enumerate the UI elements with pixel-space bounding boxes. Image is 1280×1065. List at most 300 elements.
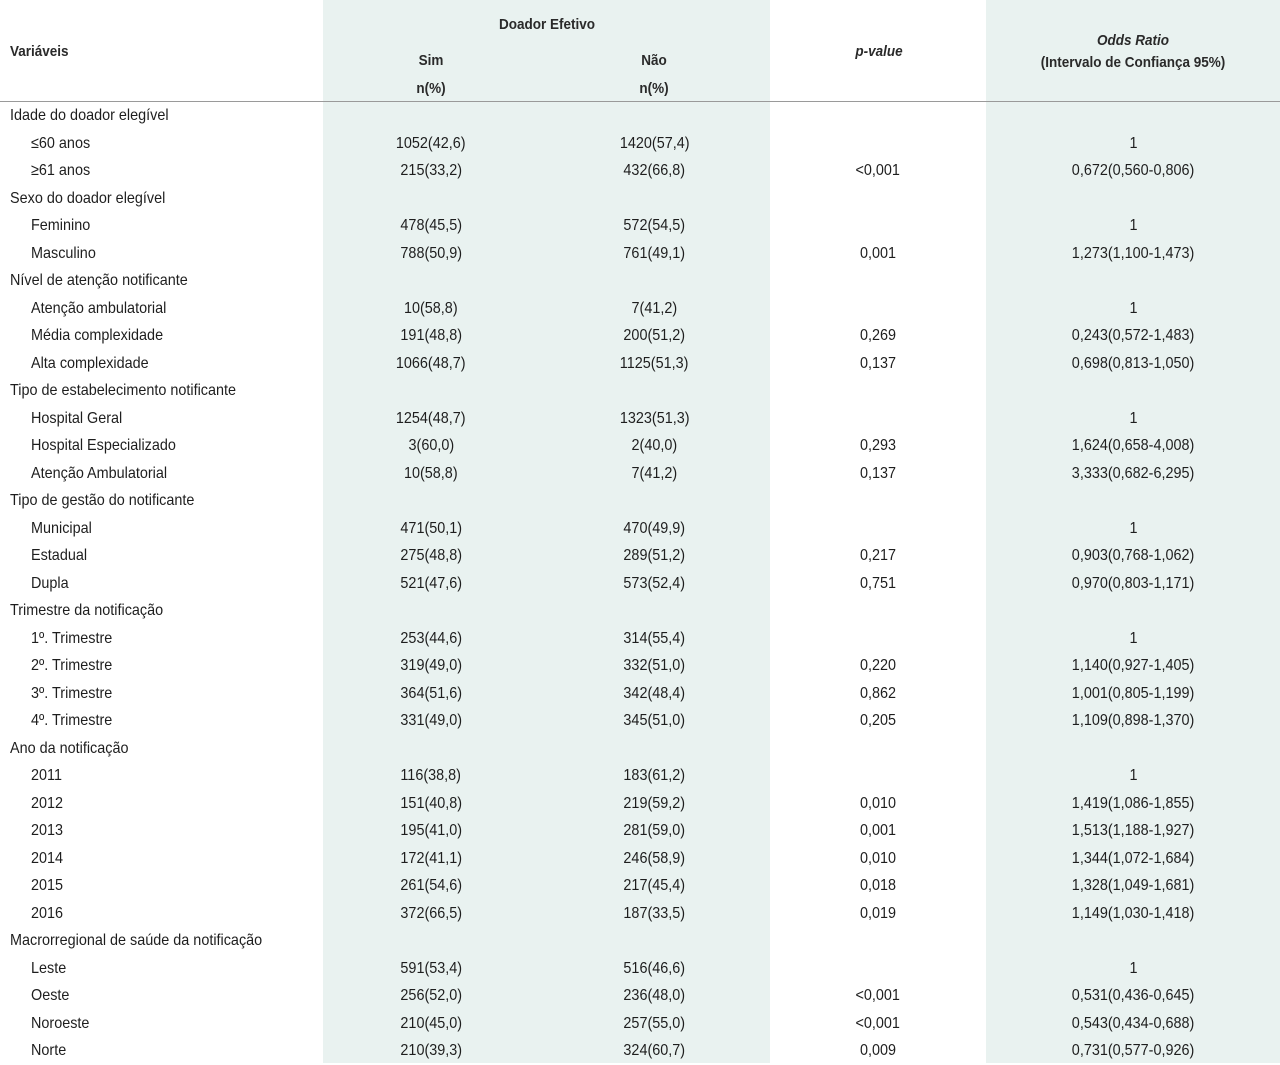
cell-sim-text: 191(48,8) <box>400 327 462 344</box>
cell-nao-text: 332(51,0) <box>623 657 686 674</box>
cell-sim <box>323 900 539 928</box>
cell-sim <box>323 515 539 543</box>
results-table <box>0 102 1280 1065</box>
row-label <box>0 680 323 708</box>
cell-p-value <box>770 680 986 708</box>
cell-nao <box>539 185 770 213</box>
cell-nao-text: 200(51,2) <box>623 327 686 344</box>
cell-odds-ratio <box>986 542 1280 570</box>
cell-sim-text: 591(53,4) <box>400 959 462 977</box>
row-label-text: Alta complexidade <box>31 354 149 372</box>
row-label <box>0 955 323 983</box>
cell-p-value <box>770 295 986 323</box>
table-row <box>0 157 1280 185</box>
cell-sim <box>323 102 539 130</box>
header-doador-efetivo: Doador Efetivo <box>498 16 596 33</box>
cell-sim <box>323 735 539 763</box>
cell-sim-text: 319(49,0) <box>400 657 462 674</box>
cell-p-value <box>770 185 986 213</box>
cell-sim-text: 253(44,6) <box>400 629 462 647</box>
row-label-text: 2014 <box>31 849 64 867</box>
row-label-text: Estadual <box>31 547 88 564</box>
cell-odds-ratio <box>986 515 1280 543</box>
cell-odds-ratio-text: 1,624(0,658-4,008) <box>1071 437 1195 454</box>
cell-p-value <box>770 735 986 763</box>
cell-odds-ratio <box>986 240 1280 268</box>
cell-nao-text: 572(54,5) <box>623 217 686 234</box>
cell-nao-text: 314(55,4) <box>623 629 686 647</box>
row-label-text: 2016 <box>31 904 64 922</box>
row-label-text: Noroeste <box>31 1014 90 1032</box>
cell-odds-ratio <box>986 900 1280 928</box>
row-label <box>0 927 323 955</box>
cell-p-value <box>770 872 986 900</box>
cell-nao-text: 1323(51,3) <box>619 409 690 427</box>
row-label <box>0 460 323 488</box>
cell-sim <box>323 322 539 350</box>
cell-odds-ratio <box>986 955 1280 983</box>
cell-sim <box>323 982 539 1010</box>
table-row <box>0 570 1280 598</box>
cell-nao <box>539 927 770 955</box>
cell-odds-ratio <box>986 845 1280 873</box>
cell-nao-text: 1420(57,4) <box>619 134 690 152</box>
cell-sim-text: 261(54,6) <box>400 877 462 894</box>
cell-sim <box>323 762 539 790</box>
table-group-row <box>0 185 1280 213</box>
cell-nao-text: 246(58,9) <box>623 849 686 867</box>
row-label <box>0 900 323 928</box>
table-row <box>0 790 1280 818</box>
cell-p-value <box>770 487 986 515</box>
cell-odds-ratio <box>986 212 1280 240</box>
cell-nao-text: 219(59,2) <box>623 794 686 812</box>
cell-nao-text: 345(51,0) <box>623 712 686 729</box>
cell-sim <box>323 350 539 378</box>
cell-odds-ratio <box>986 157 1280 185</box>
cell-nao-text: 1125(51,3) <box>620 354 689 372</box>
cell-p-value <box>770 405 986 433</box>
cell-sim-text: 195(41,0) <box>400 822 462 839</box>
cell-sim <box>323 790 539 818</box>
cell-nao <box>539 762 770 790</box>
cell-nao <box>539 735 770 763</box>
cell-nao <box>539 625 770 653</box>
cell-nao-text: 257(55,0) <box>623 1014 686 1032</box>
row-label <box>0 707 323 735</box>
table-row <box>0 762 1280 790</box>
cell-nao-text: 516(46,6) <box>623 959 686 977</box>
cell-nao <box>539 1010 770 1038</box>
cell-sim-text: 172(41,1) <box>400 849 462 867</box>
cell-sim-text: 471(50,1) <box>400 519 462 537</box>
cell-nao-text: 281(59,0) <box>623 822 686 839</box>
cell-sim <box>323 955 539 983</box>
row-label <box>0 597 323 625</box>
cell-p-value <box>770 845 986 873</box>
header-npct-nao: n(%) <box>639 80 669 97</box>
table-row <box>0 515 1280 543</box>
cell-p-value-text: 0,751 <box>859 574 897 592</box>
row-label-text: Hospital Geral <box>31 409 123 427</box>
cell-odds-ratio <box>986 1010 1280 1038</box>
row-label <box>0 542 323 570</box>
cell-odds-ratio <box>986 377 1280 405</box>
cell-odds-ratio <box>986 735 1280 763</box>
cell-nao-text: 324(60,7) <box>623 1042 686 1059</box>
header-variaveis: Variáveis <box>10 43 69 60</box>
cell-odds-ratio-text: 1 <box>1128 629 1138 647</box>
cell-p-value <box>770 927 986 955</box>
cell-sim-text: 331(49,0) <box>400 712 462 729</box>
cell-nao <box>539 955 770 983</box>
row-label-text: 3º. Trimestre <box>31 684 113 702</box>
cell-odds-ratio-text: 1 <box>1128 409 1138 427</box>
cell-odds-ratio <box>986 570 1280 598</box>
cell-sim <box>323 130 539 158</box>
cell-odds-ratio-text: 0,731(0,577-0,926) <box>1071 1042 1195 1059</box>
header-sim: Sim <box>418 52 444 69</box>
row-label <box>0 322 323 350</box>
cell-p-value-text: <0,001 <box>855 1014 901 1032</box>
cell-nao-text: 342(48,4) <box>623 684 686 702</box>
cell-sim-text: 3(60,0) <box>408 437 454 454</box>
table-row <box>0 680 1280 708</box>
cell-sim-text: 1052(42,6) <box>396 134 466 152</box>
cell-nao <box>539 900 770 928</box>
table-row <box>0 652 1280 680</box>
cell-odds-ratio <box>986 872 1280 900</box>
cell-odds-ratio-text: 1 <box>1128 519 1138 537</box>
cell-odds-ratio <box>986 707 1280 735</box>
cell-odds-ratio <box>986 267 1280 295</box>
row-label <box>0 1037 323 1065</box>
cell-nao <box>539 405 770 433</box>
cell-p-value <box>770 102 986 130</box>
cell-p-value <box>770 790 986 818</box>
cell-nao <box>539 845 770 873</box>
cell-p-value <box>770 762 986 790</box>
cell-nao <box>539 680 770 708</box>
cell-odds-ratio <box>986 817 1280 845</box>
cell-odds-ratio-text: 1,513(1,188-1,927) <box>1071 822 1195 839</box>
table-group-row <box>0 102 1280 130</box>
cell-nao <box>539 130 770 158</box>
cell-p-value <box>770 377 986 405</box>
cell-p-value <box>770 130 986 158</box>
table-group-row <box>0 597 1280 625</box>
cell-odds-ratio-text: 0,672(0,560-0,806) <box>1071 162 1195 179</box>
cell-sim-text: 215(33,2) <box>400 162 462 179</box>
cell-p-value <box>770 432 986 460</box>
cell-p-value-text: 0,001 <box>859 244 897 262</box>
cell-sim <box>323 267 539 295</box>
cell-sim <box>323 817 539 845</box>
row-label-text: Masculino <box>31 244 96 262</box>
cell-p-value <box>770 817 986 845</box>
cell-sim <box>323 212 539 240</box>
cell-nao <box>539 157 770 185</box>
table-row <box>0 240 1280 268</box>
table-row <box>0 432 1280 460</box>
cell-sim <box>323 625 539 653</box>
cell-p-value <box>770 157 986 185</box>
row-label <box>0 845 323 873</box>
row-label <box>0 570 323 598</box>
cell-nao-text: 432(66,8) <box>623 162 686 179</box>
row-label <box>0 405 323 433</box>
table-row <box>0 845 1280 873</box>
cell-odds-ratio-text: 0,243(0,572-1,483) <box>1071 327 1195 344</box>
cell-p-value-text: 0,010 <box>859 794 897 812</box>
row-label <box>0 295 323 323</box>
cell-sim-text: 116(38,8) <box>400 767 462 784</box>
cell-odds-ratio-text: 0,531(0,436-0,645) <box>1071 987 1195 1004</box>
row-label-text: Norte <box>31 1042 67 1059</box>
cell-odds-ratio <box>986 295 1280 323</box>
cell-odds-ratio <box>986 597 1280 625</box>
cell-nao-text: 761(49,1) <box>623 244 686 262</box>
table-row <box>0 130 1280 158</box>
cell-nao <box>539 295 770 323</box>
cell-odds-ratio-text: 1 <box>1128 299 1138 317</box>
row-label-text: Hospital Especializado <box>31 437 176 454</box>
row-label <box>0 267 323 295</box>
cell-odds-ratio-text: 0,903(0,768-1,062) <box>1071 547 1195 564</box>
row-label <box>0 130 323 158</box>
cell-sim-text: 1254(48,7) <box>396 409 466 427</box>
row-label <box>0 1010 323 1038</box>
cell-odds-ratio <box>986 762 1280 790</box>
row-label <box>0 212 323 240</box>
row-label-text: 2012 <box>31 794 64 812</box>
cell-odds-ratio-text: 3,333(0,682-6,295) <box>1071 464 1195 482</box>
cell-nao <box>539 460 770 488</box>
cell-sim-text: 10(58,8) <box>404 464 458 482</box>
cell-p-value-text: 0,018 <box>859 877 897 894</box>
cell-odds-ratio <box>986 1037 1280 1065</box>
row-label-text: ≤60 anos <box>31 134 91 152</box>
cell-nao-text: 187(33,5) <box>623 904 686 922</box>
cell-p-value-text: 0,019 <box>859 904 897 922</box>
cell-sim <box>323 377 539 405</box>
cell-sim-text: 210(45,0) <box>400 1014 462 1032</box>
row-label <box>0 487 323 515</box>
cell-odds-ratio-text: 1,149(1,030-1,418) <box>1071 904 1195 922</box>
cell-odds-ratio <box>986 460 1280 488</box>
row-label <box>0 350 323 378</box>
cell-p-value-text: 0,001 <box>859 822 897 839</box>
cell-nao <box>539 432 770 460</box>
cell-odds-ratio-text: 1,344(1,072-1,684) <box>1071 849 1195 867</box>
cell-p-value <box>770 900 986 928</box>
header-npct-sim: n(%) <box>416 80 446 97</box>
table-row <box>0 707 1280 735</box>
cell-sim-text: 478(45,5) <box>400 217 462 234</box>
table-group-row <box>0 487 1280 515</box>
cell-nao <box>539 515 770 543</box>
cell-sim <box>323 240 539 268</box>
cell-sim <box>323 432 539 460</box>
cell-p-value <box>770 982 986 1010</box>
row-label <box>0 625 323 653</box>
cell-p-value-text: 0,220 <box>859 657 897 674</box>
cell-sim-text: 372(66,5) <box>400 904 462 922</box>
cell-p-value <box>770 1010 986 1038</box>
cell-sim <box>323 872 539 900</box>
table-row <box>0 982 1280 1010</box>
row-label-text: Feminino <box>31 217 91 234</box>
cell-odds-ratio <box>986 680 1280 708</box>
row-label <box>0 762 323 790</box>
table-row <box>0 542 1280 570</box>
cell-nao <box>539 350 770 378</box>
row-label-text: 1º. Trimestre <box>31 629 113 647</box>
cell-p-value <box>770 515 986 543</box>
cell-nao <box>539 817 770 845</box>
cell-sim <box>323 1037 539 1065</box>
table-row <box>0 900 1280 928</box>
cell-sim-text: 151(40,8) <box>400 794 462 812</box>
cell-odds-ratio-text: 1 <box>1128 134 1138 152</box>
table-group-row <box>0 267 1280 295</box>
cell-p-value <box>770 707 986 735</box>
cell-nao <box>539 652 770 680</box>
cell-odds-ratio <box>986 927 1280 955</box>
row-label-text: Sexo do doador elegível <box>10 189 166 207</box>
cell-sim <box>323 927 539 955</box>
cell-odds-ratio-text: 1,328(1,049-1,681) <box>1071 877 1195 894</box>
cell-nao <box>539 982 770 1010</box>
cell-odds-ratio <box>986 130 1280 158</box>
cell-p-value <box>770 350 986 378</box>
row-label-text: Atenção ambulatorial <box>31 299 167 317</box>
cell-odds-ratio-text: 1,001(0,805-1,199) <box>1071 684 1195 702</box>
cell-nao <box>539 102 770 130</box>
cell-sim <box>323 157 539 185</box>
table-row <box>0 322 1280 350</box>
header-confidence-interval: (Intervalo de Confiança 95%) <box>1040 54 1226 71</box>
table-row <box>0 212 1280 240</box>
cell-p-value-text: <0,001 <box>855 162 901 179</box>
table-row <box>0 625 1280 653</box>
row-label <box>0 982 323 1010</box>
cell-p-value <box>770 240 986 268</box>
row-label-text: Municipal <box>31 519 92 537</box>
row-label <box>0 102 323 130</box>
cell-nao <box>539 267 770 295</box>
row-label-text: Idade do doador elegível <box>10 107 169 124</box>
cell-odds-ratio <box>986 322 1280 350</box>
row-label <box>0 790 323 818</box>
cell-p-value-text: 0,137 <box>859 354 897 372</box>
cell-sim-text: 10(58,8) <box>404 299 458 317</box>
cell-sim <box>323 570 539 598</box>
cell-sim <box>323 542 539 570</box>
row-label-text: Ano da notificação <box>10 739 129 757</box>
cell-odds-ratio-text: 1 <box>1128 217 1138 234</box>
cell-nao <box>539 212 770 240</box>
row-label-text: Leste <box>31 959 67 977</box>
cell-nao <box>539 570 770 598</box>
cell-p-value <box>770 652 986 680</box>
cell-odds-ratio <box>986 432 1280 460</box>
cell-sim <box>323 707 539 735</box>
cell-odds-ratio <box>986 185 1280 213</box>
row-label-text: Macrorregional de saúde da notificação <box>10 932 263 949</box>
cell-nao <box>539 377 770 405</box>
cell-nao-text: 470(49,9) <box>623 519 686 537</box>
cell-odds-ratio-text: 1 <box>1128 959 1138 977</box>
row-label-text: 2011 <box>31 767 62 784</box>
cell-sim <box>323 652 539 680</box>
cell-sim <box>323 680 539 708</box>
cell-nao <box>539 322 770 350</box>
cell-nao <box>539 790 770 818</box>
cell-sim <box>323 845 539 873</box>
cell-p-value-text: 0,009 <box>859 1042 897 1059</box>
table-row <box>0 460 1280 488</box>
row-label-text: Tipo de estabelecimento notificante <box>10 382 237 399</box>
cell-p-value <box>770 570 986 598</box>
results-table-body <box>0 102 1280 1065</box>
header-p-value: p-value <box>855 43 903 60</box>
cell-odds-ratio-text: 0,543(0,434-0,688) <box>1071 1014 1195 1032</box>
table-group-row <box>0 377 1280 405</box>
row-label-text: 2013 <box>31 822 64 839</box>
cell-odds-ratio <box>986 982 1280 1010</box>
row-label <box>0 817 323 845</box>
cell-sim <box>323 185 539 213</box>
table-row <box>0 350 1280 378</box>
row-label <box>0 377 323 405</box>
cell-odds-ratio-text: 1,109(0,898-1,370) <box>1071 712 1195 729</box>
cell-nao-text: 7(41,2) <box>631 464 678 482</box>
cell-odds-ratio <box>986 790 1280 818</box>
cell-p-value <box>770 625 986 653</box>
row-label-text: 2º. Trimestre <box>31 657 113 674</box>
cell-odds-ratio-text: 1,273(1,100-1,473) <box>1071 244 1195 262</box>
row-label-text: Tipo de gestão do notificante <box>10 492 195 509</box>
cell-odds-ratio <box>986 487 1280 515</box>
cell-odds-ratio <box>986 405 1280 433</box>
row-label <box>0 157 323 185</box>
row-label-text: Trimestre da notificação <box>10 602 164 619</box>
cell-odds-ratio-text: 1,140(0,927-1,405) <box>1071 657 1195 674</box>
cell-sim-text: 275(48,8) <box>400 547 462 564</box>
row-label-text: Atenção Ambulatorial <box>31 464 168 482</box>
row-label <box>0 735 323 763</box>
cell-nao-text: 2(40,0) <box>631 437 678 454</box>
cell-p-value <box>770 212 986 240</box>
cell-sim <box>323 460 539 488</box>
cell-p-value <box>770 542 986 570</box>
cell-odds-ratio <box>986 350 1280 378</box>
cell-nao-text: 7(41,2) <box>631 299 678 317</box>
cell-odds-ratio-text: 1 <box>1128 767 1138 784</box>
row-label <box>0 652 323 680</box>
row-label <box>0 432 323 460</box>
table-group-row <box>0 735 1280 763</box>
table-row <box>0 955 1280 983</box>
header-odds-ratio: Odds Ratio <box>1096 32 1169 49</box>
row-label-text: Média complexidade <box>31 327 164 344</box>
cell-nao-text: 573(52,4) <box>623 574 686 592</box>
table-row <box>0 1037 1280 1065</box>
cell-p-value <box>770 460 986 488</box>
cell-sim <box>323 295 539 323</box>
row-label-text: 2015 <box>31 877 64 894</box>
